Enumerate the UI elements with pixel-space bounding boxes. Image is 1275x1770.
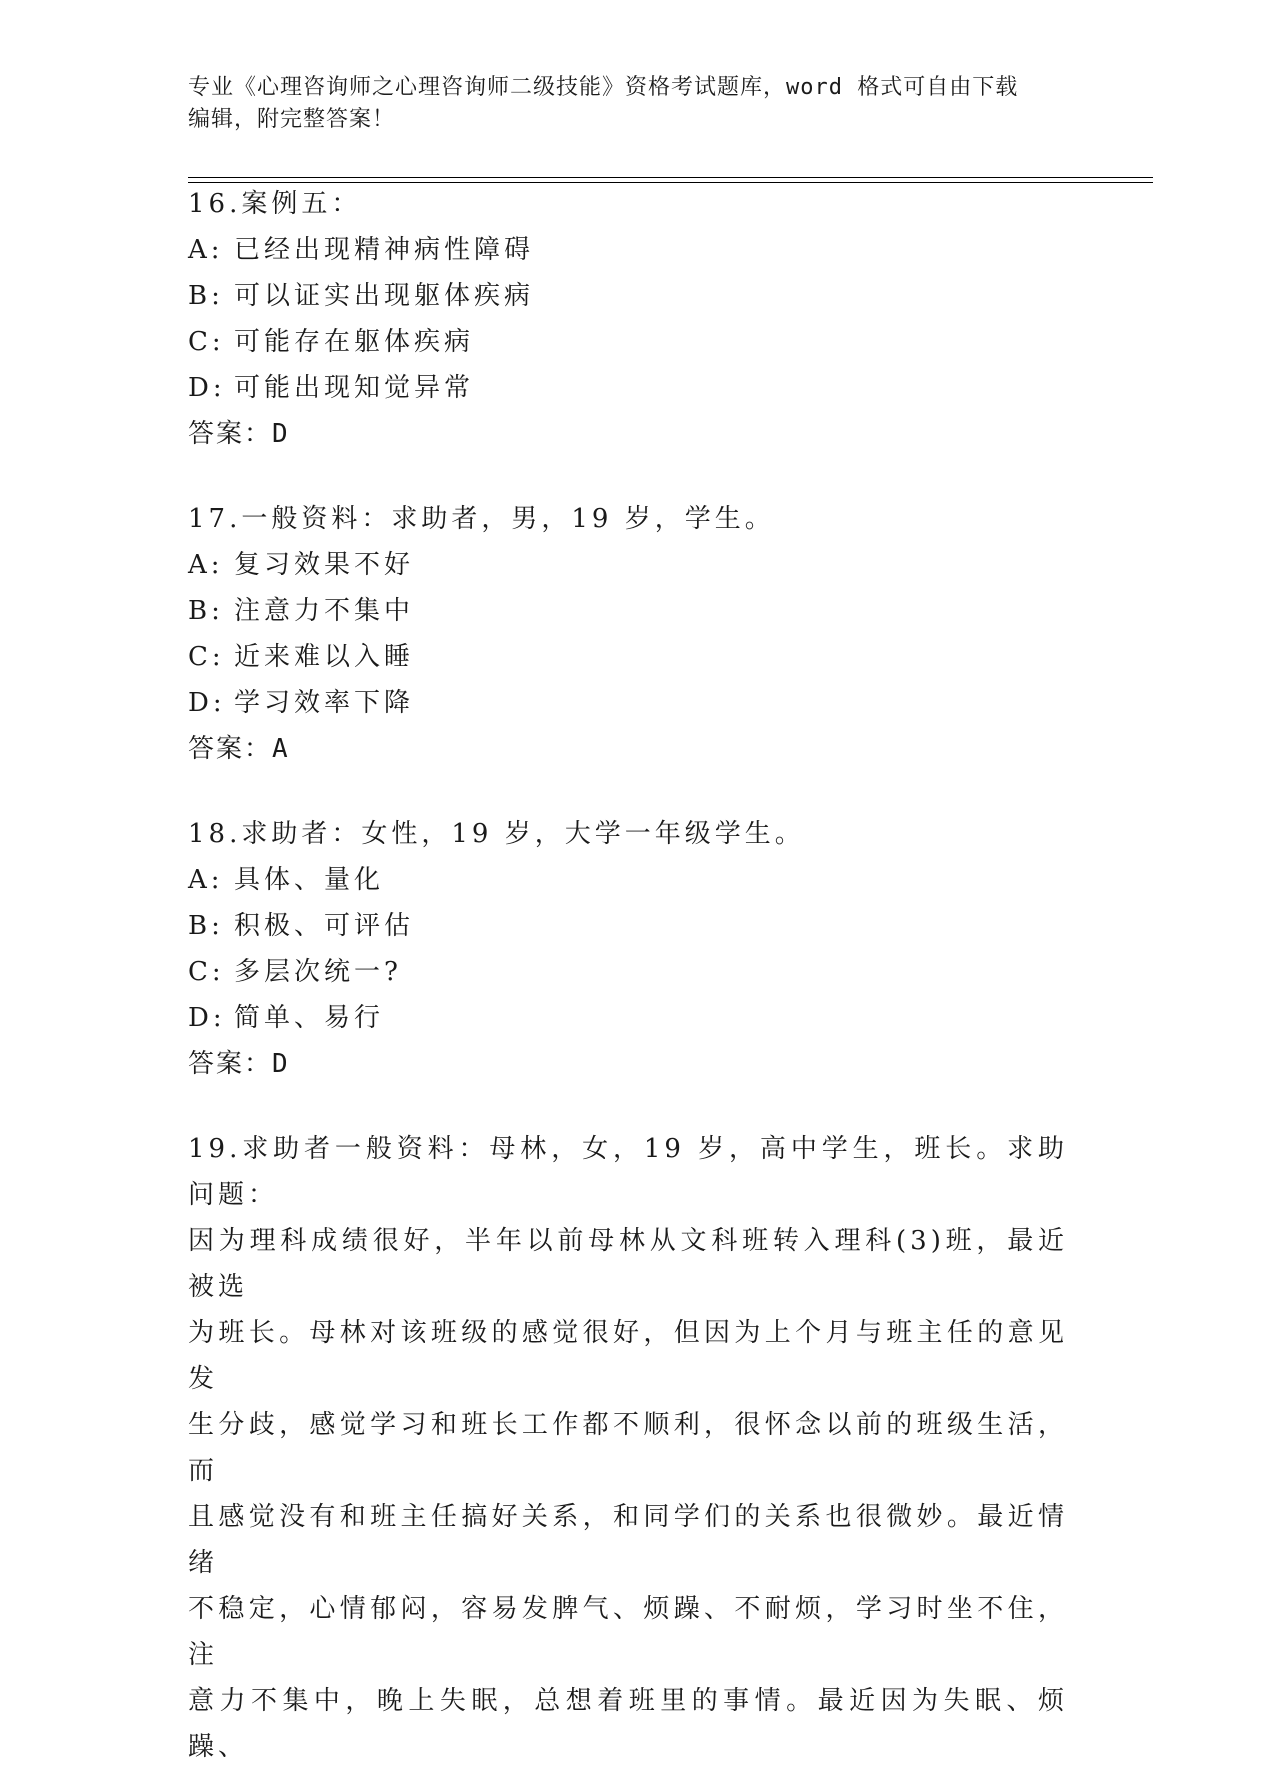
answer-value: D [272, 419, 290, 449]
option-a [188, 542, 1088, 588]
option-a [188, 857, 1088, 903]
option-d [188, 365, 1088, 411]
option-text: 可能出现知觉异常 [234, 373, 475, 403]
answer [188, 726, 1088, 772]
answer-label: 答案： [188, 1049, 273, 1079]
option-letter: A: [188, 235, 224, 265]
option-letter: A: [188, 550, 224, 580]
answer-label: 答案： [188, 734, 273, 764]
paragraph-line: 生分歧，感觉学习和班长工作都不顺利，很怀念以前的班级生活，而 [188, 1410, 1068, 1486]
answer-label: 答案： [188, 419, 273, 449]
option-text: 可能存在躯体疾病 [234, 327, 475, 357]
question-stem: 17.一般资料：求助者，男，19 岁，学生。 [188, 504, 775, 534]
option-c [188, 634, 1088, 680]
option-b [188, 588, 1088, 634]
option-text: 具体、量化 [234, 865, 385, 895]
option-text: 已经出现精神病性障碍 [234, 235, 535, 265]
paragraph-line: 为班长。母林对该班级的感觉很好，但因为上个月与班主任的意见发 [188, 1318, 1068, 1394]
question-16 [188, 181, 1088, 457]
option-d [188, 995, 1088, 1041]
option-letter: D: [188, 373, 226, 403]
question-18 [188, 811, 1088, 1087]
option-letter: B: [188, 281, 224, 311]
option-letter: C: [188, 957, 225, 987]
header-line-1: 专业《心理咨询师之心理咨询师二级技能》资格考试题库，word 格式可自由下载 [188, 75, 1019, 100]
option-b [188, 273, 1088, 319]
paragraph-line: 19.求助者一般资料：母林，女，19 岁，高中学生，班长。求助问题： [188, 1134, 1068, 1210]
question-19 [188, 1126, 1088, 1770]
paragraph-line: 因为理科成绩很好，半年以前母林从文科班转入理科(3)班，最近被选 [188, 1226, 1068, 1302]
option-b [188, 903, 1088, 949]
answer [188, 411, 1088, 457]
option-c [188, 949, 1088, 995]
answer [188, 1041, 1088, 1087]
option-text: 积极、可评估 [234, 911, 415, 941]
question-19-paragraph [188, 1126, 1068, 1770]
option-text: 多层次统一? [234, 957, 402, 987]
option-text: 学习效率下降 [234, 688, 415, 718]
option-letter: A: [188, 865, 224, 895]
option-text: 近来难以入睡 [234, 642, 415, 672]
question-17 [188, 496, 1088, 772]
question-stem: 16.案例五： [188, 189, 362, 219]
option-letter: C: [188, 327, 225, 357]
option-letter: D: [188, 1003, 226, 1033]
option-a [188, 227, 1088, 273]
option-text: 复习效果不好 [234, 550, 415, 580]
paragraph-line: 意力不集中，晚上失眠，总想着班里的事情。最近因为失眠、烦躁、 [188, 1686, 1068, 1762]
option-letter: C: [188, 642, 225, 672]
document-header [188, 72, 1088, 136]
option-text: 注意力不集中 [234, 596, 415, 626]
option-text: 可以证实出现躯体疾病 [234, 281, 535, 311]
header-line-2: 编辑，附完整答案！ [188, 107, 396, 132]
paragraph-line: 且感觉没有和班主任搞好关系，和同学们的关系也很微妙。最近情绪 [188, 1502, 1068, 1578]
paragraph-line: 不稳定，心情郁闷，容易发脾气、烦躁、不耐烦，学习时坐不住，注 [188, 1594, 1068, 1670]
option-c [188, 319, 1088, 365]
option-text: 简单、易行 [234, 1003, 385, 1033]
answer-value: D [272, 1049, 290, 1079]
option-letter: D: [188, 688, 226, 718]
answer-value: A [272, 734, 290, 764]
question-stem: 18.求助者：女性，19 岁，大学一年级学生。 [188, 819, 805, 849]
option-letter: B: [188, 911, 224, 941]
option-d [188, 680, 1088, 726]
option-letter: B: [188, 596, 224, 626]
header-divider-top [188, 177, 1153, 178]
